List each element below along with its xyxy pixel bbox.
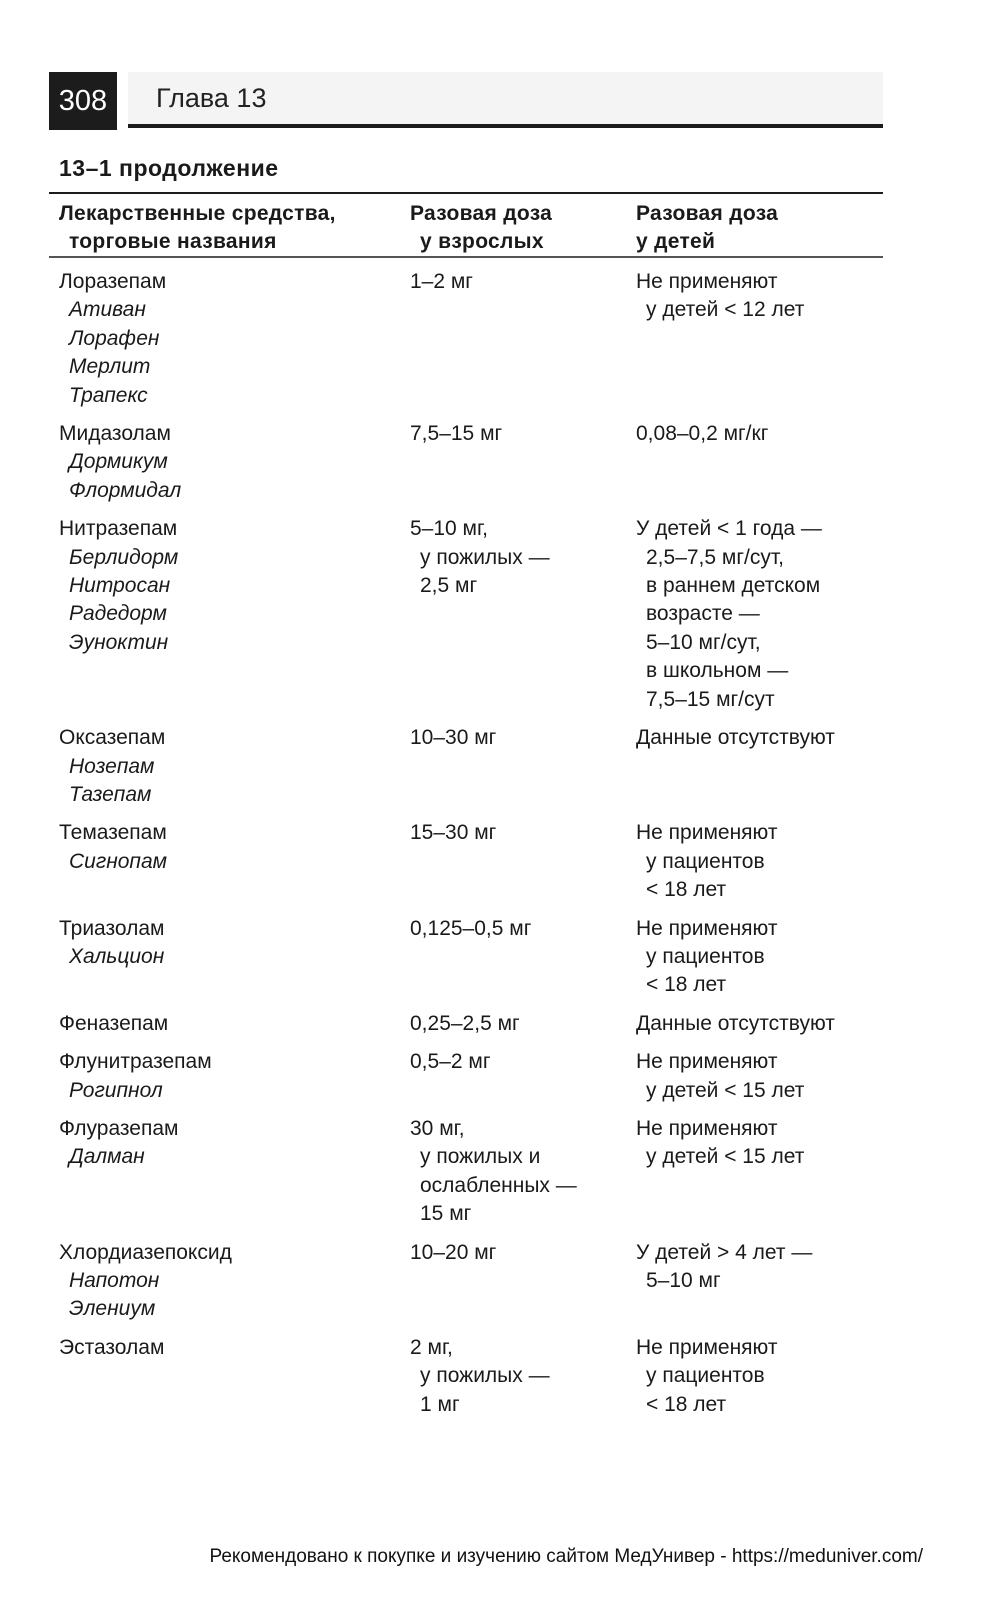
brand-name: Радедорм xyxy=(69,602,167,626)
dose-line: 5–10 мг xyxy=(646,1269,721,1292)
adult-dose-cell xyxy=(410,1010,636,1038)
table-row xyxy=(59,724,883,809)
brand-name: Элениум xyxy=(69,1297,156,1321)
adult-dose-cell xyxy=(410,819,636,904)
adult-dose-cell xyxy=(410,1115,636,1229)
dose-line: 10–30 мг xyxy=(410,726,497,750)
brand-name: Берлидорм xyxy=(69,545,179,569)
dose-line: 0,25–2,5 мг xyxy=(410,1011,520,1035)
dose-line: у пациентов xyxy=(646,849,765,873)
column-header-line: торговые названия xyxy=(69,230,277,253)
dose-line: 10–20 мг xyxy=(410,1240,497,1264)
dose-line: < 18 лет xyxy=(646,973,727,997)
footer-note: Рекомендовано к покупке и изучению сайтом МедУнивер - https://meduniver.com/ xyxy=(209,1546,923,1567)
column-header-line: Лекарственные средства, xyxy=(59,202,336,225)
dose-line: 5–10 мг/сут, xyxy=(646,630,761,654)
child-dose-cell xyxy=(636,1115,883,1229)
dose-line: 0,08–0,2 мг/кг xyxy=(636,422,769,446)
dose-line: у детей < 12 лет xyxy=(646,298,805,322)
drug-cell xyxy=(59,268,410,410)
brand-name: Флормидал xyxy=(69,478,182,502)
table-row xyxy=(59,915,883,1000)
drug-cell xyxy=(59,420,410,505)
adult-dose-cell xyxy=(410,420,636,505)
chapter-band xyxy=(128,72,883,128)
table-row xyxy=(59,1115,883,1229)
child-dose-cell xyxy=(636,724,883,809)
brand-name: Рогипнол xyxy=(69,1078,163,1102)
drug-name: Флуразепам xyxy=(59,1116,179,1140)
dose-line: 2 мг, xyxy=(410,1335,453,1359)
brand-name: Лорафен xyxy=(69,326,160,350)
drug-name: Нитразепам xyxy=(59,517,178,541)
drug-name: Мидазолам xyxy=(59,422,171,446)
adult-dose-cell xyxy=(410,724,636,809)
drug-cell xyxy=(59,1239,410,1324)
dose-line: 1 мг xyxy=(420,1392,460,1416)
drug-cell xyxy=(59,1048,410,1105)
drug-cell xyxy=(59,1334,410,1419)
dose-line: 30 мг, xyxy=(410,1116,465,1140)
child-dose-cell xyxy=(636,1334,883,1419)
brand-name: Ативан xyxy=(69,298,146,322)
drug-cell xyxy=(59,515,410,714)
child-dose-cell xyxy=(636,1239,883,1324)
table-row xyxy=(59,1010,883,1038)
drug-cell xyxy=(59,1010,410,1038)
child-dose-cell xyxy=(636,915,883,1000)
dose-line: < 18 лет xyxy=(646,1392,727,1416)
dose-line: у детей < 15 лет xyxy=(646,1145,805,1169)
dose-line: Данные отсутствуют xyxy=(636,1011,835,1035)
page-header xyxy=(49,72,883,130)
dose-line: у детей < 15 лет xyxy=(646,1078,805,1102)
dose-line: 2,5–7,5 мг/сут, xyxy=(646,545,784,569)
table-row xyxy=(59,268,883,410)
brand-name: Сигнопам xyxy=(69,849,168,873)
chapter-title: Глава 13 xyxy=(156,83,267,113)
dose-line: 0,125–0,5 мг xyxy=(410,916,532,940)
dose-line: 7,5–15 мг/сут xyxy=(646,687,775,711)
table-row xyxy=(59,1334,883,1419)
dose-line: в раннем детском xyxy=(646,574,821,598)
table-row xyxy=(59,1048,883,1105)
table-row xyxy=(59,1239,883,1324)
table-row xyxy=(59,515,883,714)
brand-name: Эуноктин xyxy=(69,630,169,654)
drug-cell xyxy=(59,1115,410,1229)
child-dose-cell xyxy=(636,515,883,714)
column-header-child-dose xyxy=(636,200,778,256)
column-header-line: Разовая доза xyxy=(410,202,553,225)
page-number: 308 xyxy=(49,72,117,130)
drug-name: Триазолам xyxy=(59,916,165,940)
column-header-drugs xyxy=(59,200,336,256)
dose-line: 2,5 мг xyxy=(420,574,478,598)
table-caption: 13–1 продолжение xyxy=(59,155,279,181)
dose-line: у пожилых — xyxy=(420,1364,550,1388)
dose-line: Данные отсутствуют xyxy=(636,726,835,750)
drug-name: Хлордиазепоксид xyxy=(59,1240,232,1264)
dose-line: 15–30 мг xyxy=(410,821,497,845)
table-row xyxy=(59,819,883,904)
dose-line: 7,5–15 мг xyxy=(410,422,503,446)
dose-line: 1–2 мг xyxy=(410,270,473,293)
dose-line: у пациентов xyxy=(646,944,765,968)
brand-name: Трапекс xyxy=(69,383,148,407)
dose-line: У детей > 4 лет — xyxy=(636,1240,813,1264)
brand-name: Мерлит xyxy=(69,355,151,379)
brand-name: Тазепам xyxy=(69,782,152,806)
adult-dose-cell xyxy=(410,268,636,410)
dose-line: Не применяют xyxy=(636,916,778,940)
dose-line: < 18 лет xyxy=(646,878,727,902)
column-header-adult-dose xyxy=(410,200,552,256)
dose-line: у пожилых — xyxy=(420,545,550,569)
adult-dose-cell xyxy=(410,915,636,1000)
table-top-rule xyxy=(49,192,883,194)
brand-name: Напотон xyxy=(69,1269,160,1292)
dose-line: Не применяют xyxy=(636,821,778,845)
dose-line: Не применяют xyxy=(636,270,778,293)
drug-name: Лоразепам xyxy=(59,270,167,293)
dose-line: возрасте — xyxy=(646,602,760,626)
column-header-line: у взрослых xyxy=(420,230,544,253)
drug-name: Оксазепам xyxy=(59,726,166,750)
brand-name: Нитросан xyxy=(69,574,171,598)
child-dose-cell xyxy=(636,268,883,410)
dose-line: в школьном — xyxy=(646,659,789,683)
drug-name: Эстазолам xyxy=(59,1335,165,1359)
column-header-line: Разовая доза xyxy=(636,202,779,225)
brand-name: Нозепам xyxy=(69,754,155,778)
brand-name: Дормикум xyxy=(69,450,168,474)
table-row xyxy=(59,420,883,505)
child-dose-cell xyxy=(636,819,883,904)
drug-name: Темазепам xyxy=(59,821,167,845)
brand-name: Хальцион xyxy=(69,944,165,968)
drug-cell xyxy=(59,819,410,904)
adult-dose-cell xyxy=(410,1048,636,1105)
drug-name: Феназепам xyxy=(59,1011,169,1035)
adult-dose-cell xyxy=(410,1239,636,1324)
adult-dose-cell xyxy=(410,515,636,714)
table-header-rule xyxy=(49,256,883,258)
dose-line: Не применяют xyxy=(636,1116,778,1140)
dose-line: 5–10 мг, xyxy=(410,517,488,541)
brand-name: Далман xyxy=(69,1145,145,1169)
drug-cell xyxy=(59,724,410,809)
column-header-line: у детей xyxy=(636,230,716,253)
child-dose-cell xyxy=(636,1048,883,1105)
adult-dose-cell xyxy=(410,1334,636,1419)
table-body xyxy=(59,268,883,1419)
dose-line: Не применяют xyxy=(636,1335,778,1359)
drug-cell xyxy=(59,915,410,1000)
dose-line: У детей < 1 года — xyxy=(636,517,822,541)
dose-line: у пациентов xyxy=(646,1364,765,1388)
dose-line: у пожилых и xyxy=(420,1145,541,1169)
dose-line: ослабленных — xyxy=(420,1173,577,1197)
dose-line: Не применяют xyxy=(636,1050,778,1074)
dose-line: 15 мг xyxy=(420,1202,472,1226)
child-dose-cell xyxy=(636,1010,883,1038)
drug-name: Флунитразепам xyxy=(59,1050,212,1074)
child-dose-cell xyxy=(636,420,883,505)
dose-line: 0,5–2 мг xyxy=(410,1050,491,1074)
